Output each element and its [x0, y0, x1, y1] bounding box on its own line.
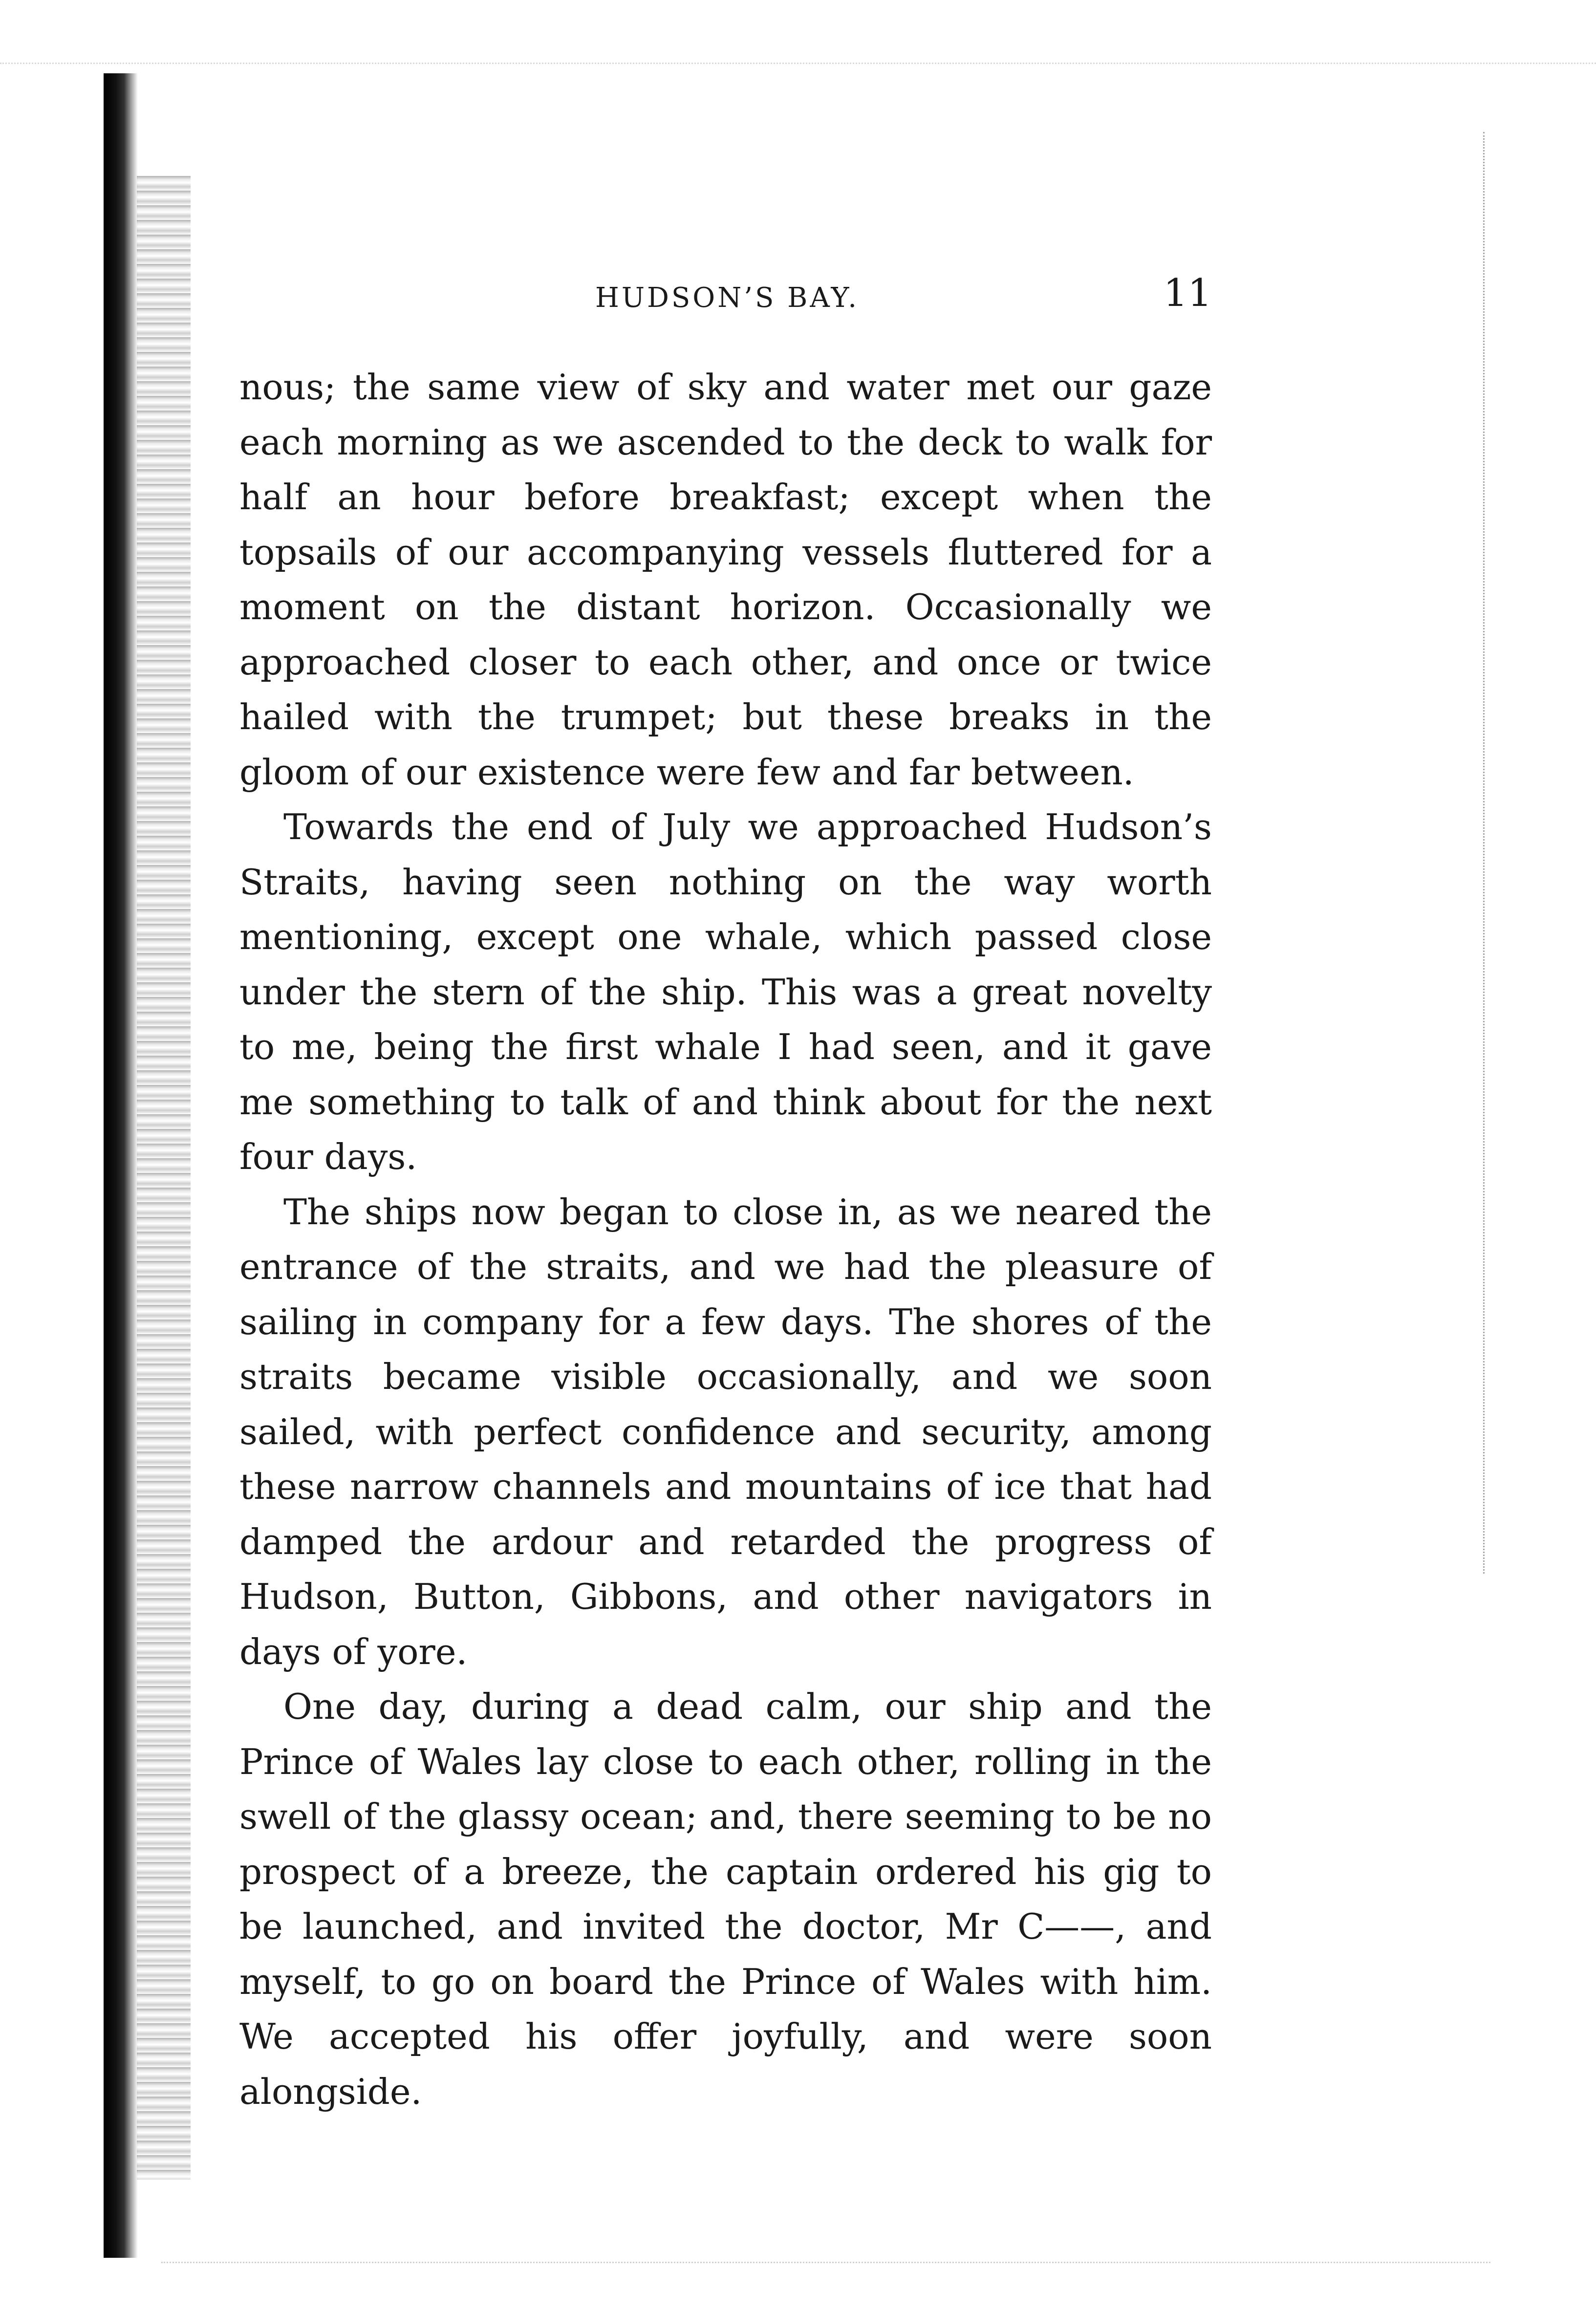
running-head: HUDSON’S BAY.	[595, 282, 860, 314]
paragraph: One day, during a dead calm, our ship and the Prince of Wales lay close to each other, rolling in the swell of the glassy ocean; and, there seeming to be no prospect of a breeze, the captain ordered his gig to be launched, and invited the doctor, Mr C——, and myself, to go on board the Prince of Wales with him. We accepted his offer joyfully, and were soon alongside.	[239, 1686, 1212, 2112]
right-edge-marks	[1483, 132, 1489, 1574]
paragraph: nous; the same view of sky and water met our gaze each morning as we ascended to the deck to walk for half an hour before breakfast; except when the topsails of our accompanying vessels fluttered for a moment on the distant horizon. Occasionally we approached closer to each other, and once or twice hailed with the trumpet; but these breaks in the gloom of our existence were few and far between.	[239, 367, 1212, 793]
paragraph: The ships now began to close in, as we neared the entrance of the straits, and we had the pleasure of sailing in company for a few days. The shores of the straits became visible occasionally, and we soon sailed, with perfect confidence and security, among these narrow channels and mountains of ice that had damped the ardour and retarded the progress of Hudson, Button, Gibbons, and other navigators in days of yore.	[239, 1191, 1212, 1672]
binding-speckle	[137, 176, 191, 2180]
page-number: 11	[1163, 271, 1212, 315]
bottom-edge-shadow	[161, 2262, 1490, 2263]
binding-gutter-shadow	[104, 73, 138, 2258]
top-edge-shadow	[0, 63, 1596, 64]
body-text	[239, 360, 1212, 2119]
page-header	[239, 268, 1212, 322]
paragraph: Towards the end of July we approached Hudson’s Straits, having seen nothing on the way worth mentioning, except one whale, which passed close under the stern of the ship. This was a great novelty to me, being the first whale I had seen, and it gave me something to talk of and think about for the next four days.	[239, 806, 1212, 1177]
